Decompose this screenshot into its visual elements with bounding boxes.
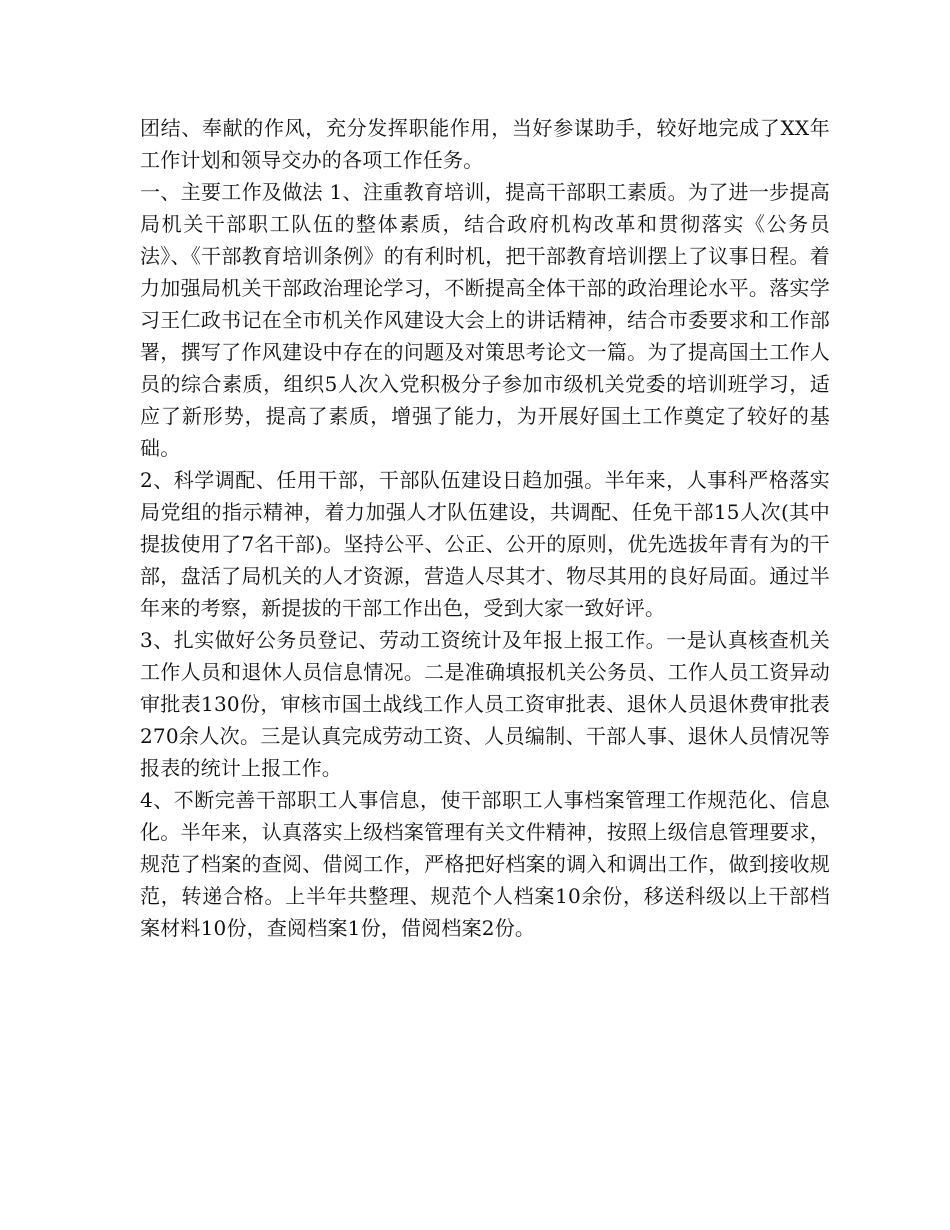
paragraph-section-3: 3、扎实做好公务员登记、劳动工资统计及年报上报工作。一是认真核查机关工作人员和退休人员信息情况。二是准确填报机关公务员、工作人员工资异动审批表130份，审核市国土战线工作人员工资审批表、退休人员退休费审批表270余人次。三是认真完成劳动工资、人员编制、干部人事、退休人员情况等报表的统计上报工作。 — [140, 628, 830, 780]
paragraph-section-2: 2、科学调配、任用干部，干部队伍建设日趋加强。半年来，人事科严格落实局党组的指示精神，着力加强人才队伍建设，共调配、任免干部15人次(其中提拔使用了7名干部)。坚持公平、公正、公开的原则，优先选拔年青有为的干部，盘活了局机关的人才资源，营造人尽其才、物尽其用的良好局面。通过半年来的考察，新提拔的干部工作出色，受到大家一致好评。 — [140, 468, 830, 620]
document-body — [140, 112, 830, 944]
paragraph-section-4: 4、不断完善干部职工人事信息，使干部职工人事档案管理工作规范化、信息化。半年来，认真落实上级档案管理有关文件精神，按照上级信息管理要求，规范了档案的查阅、借阅工作，严格把好档案的调入和调出工作，做到接收规范，转递合格。上半年共整理、规范个人档案10余份，移送科级以上干部档案材料10份，查阅档案1份，借阅档案2份。 — [140, 788, 830, 940]
paragraph-intro: 团结、奉献的作风，充分发挥职能作用，当好参谋助手，较好地完成了XX年工作计划和领导交办的各项工作任务。 — [140, 116, 830, 172]
paragraph-section-1: 一、主要工作及做法 1、注重教育培训，提高干部职工素质。为了进一步提高局机关干部职工队伍的整体素质，结合政府机构改革和贯彻落实《公务员法》、《干部教育培训条例》的有利时机，把干部教育培训摆上了议事日程。着力加强局机关干部政治理论学习，不断提高全体干部的政治理论水平。落实学习王仁政书记在全市机关作风建设大会上的讲话精神，结合市委要求和工作部署，撰写了作风建设中存在的问题及对策思考论文一篇。为了提高国土工作人员的综合素质，组织5人次入党积极分子参加市级机关党委的培训班学习，适应了新形势，提高了素质，增强了能力，为开展好国土工作奠定了较好的基础。 — [140, 180, 830, 460]
